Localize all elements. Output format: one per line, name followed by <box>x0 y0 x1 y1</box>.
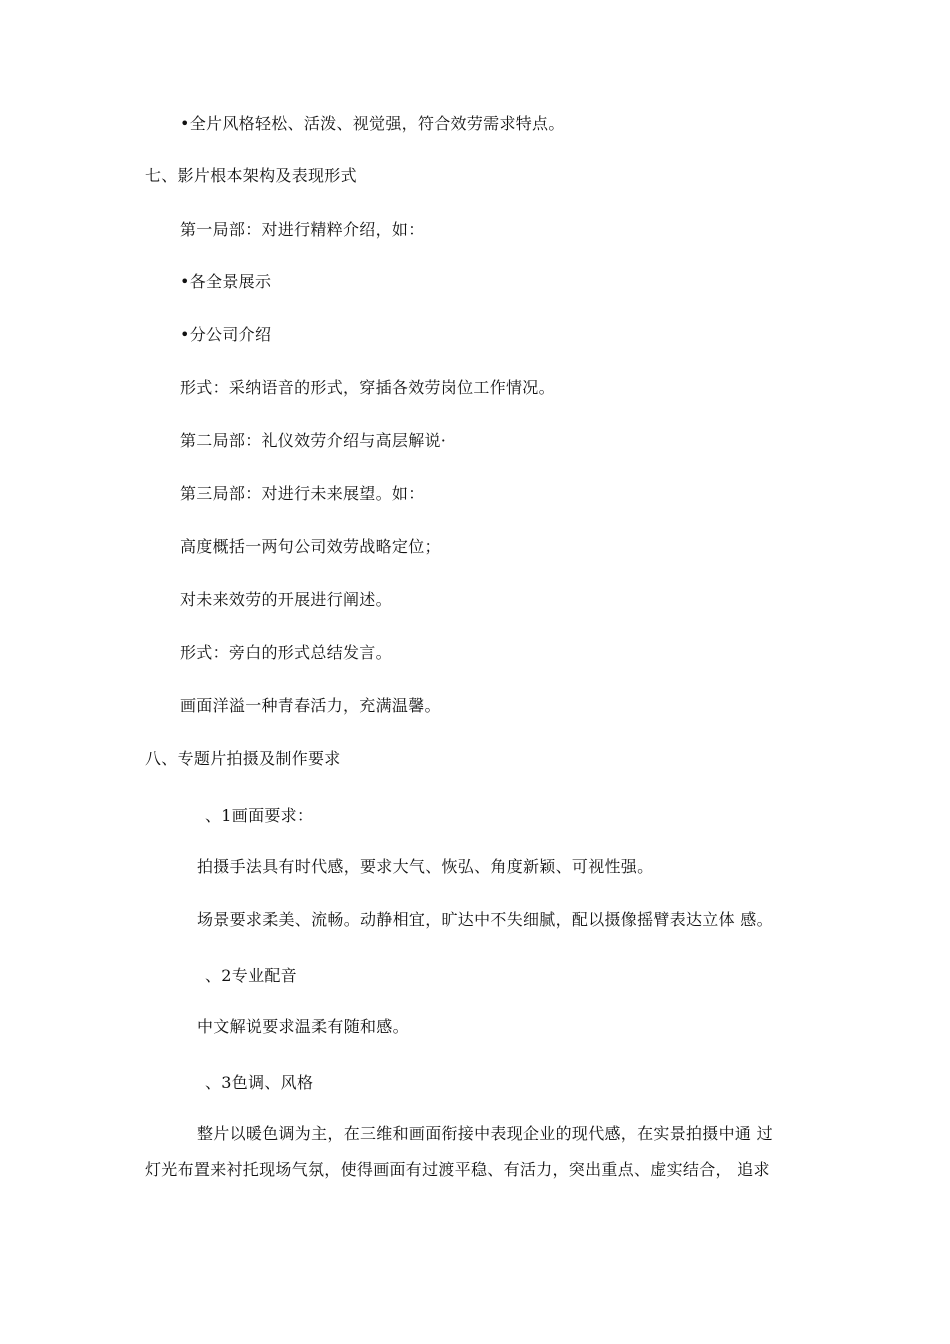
warm-tone-paragraph-line2: 灯光布置来衬托现场气氛，使得画面有过渡平稳、有活力，突出重点、虚实结合， 追求 <box>145 1160 770 1179</box>
section-heading-8: 八、专题片拍摄及制作要求 <box>145 749 341 768</box>
bullet-overall-style: •全片风格轻松、活泼、视觉强，符合效劳需求特点。 <box>180 114 565 133</box>
form-voice-text: 形式：采纳语音的形式，穿插各效劳岗位工作情况。 <box>180 378 555 397</box>
form-narration-text: 形式：旁白的形式总结发言。 <box>180 643 392 662</box>
subheading-color-style: 、3色调、风格 <box>205 1073 314 1092</box>
bullet-panorama: •各全景展示 <box>180 272 272 291</box>
chinese-narration-text: 中文解说要求温柔有随和感。 <box>197 1017 409 1036</box>
shooting-technique-text: 拍摄手法具有时代感，要求大气、恢弘、角度新颖、可视性强。 <box>197 857 654 876</box>
subheading-dubbing: 、2专业配音 <box>205 966 297 985</box>
strategy-summary-text: 高度概括一两句公司效劳战略定位； <box>180 537 441 556</box>
scene-requirements-text: 场景要求柔美、流畅。动静相宜，旷达中不失细腻，配以摄像摇臂表达立体 感。 <box>197 910 773 929</box>
part-three-text: 第三局部：对进行未来展望。如： <box>180 484 425 503</box>
future-development-text: 对未来效劳的开展进行阐述。 <box>180 590 392 609</box>
bullet-branch-intro: •分公司介绍 <box>180 325 272 344</box>
warm-tone-paragraph-line1: 整片以暖色调为主，在三维和画面衔接中表现企业的现代感，在实景拍摄中通 过 <box>197 1124 773 1143</box>
youthful-vitality-text: 画面洋溢一种青春活力，充满温馨。 <box>180 696 441 715</box>
subheading-picture-requirements: 、1画面要求： <box>205 806 314 825</box>
part-two-text: 第二局部：礼仪效劳介绍与高层解说· <box>180 431 447 450</box>
part-one-text: 第一局部：对进行精粹介绍，如： <box>180 220 425 239</box>
section-heading-7: 七、影片根本架构及表现形式 <box>145 166 357 185</box>
